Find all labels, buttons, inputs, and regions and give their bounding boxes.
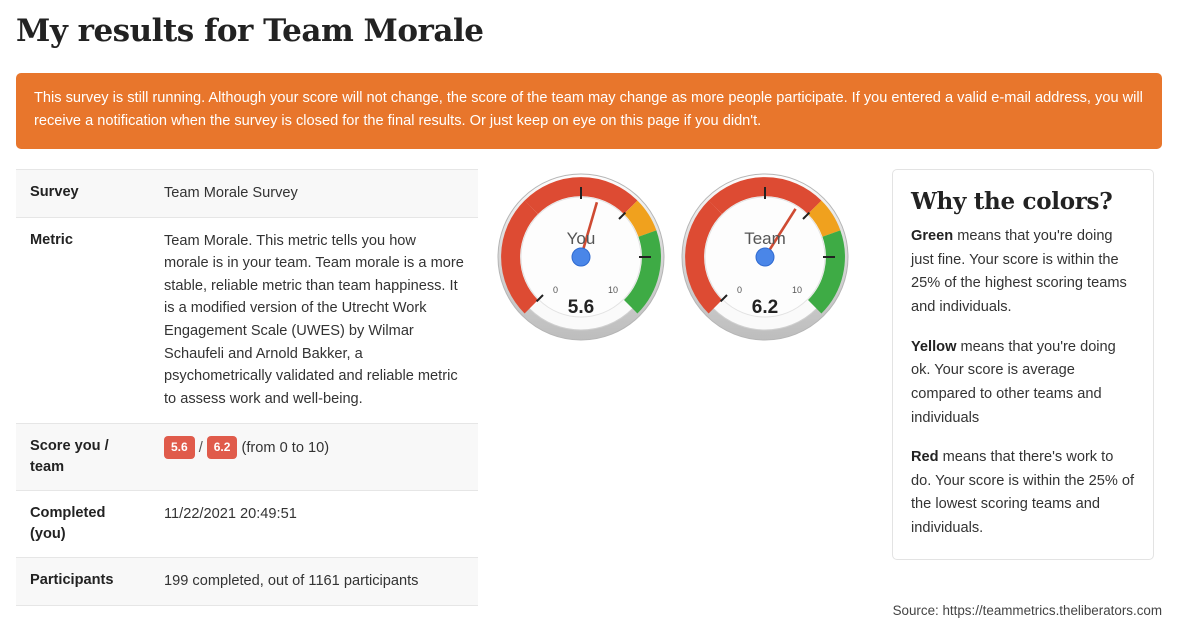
- panel-text-green: means that you're doing just fine. Your score is within the 25% of the highest scoring teams and individuals.: [911, 228, 1127, 315]
- status-badge-team: 6.2: [207, 436, 238, 460]
- results-page: [0, 12, 1178, 626]
- status-badge-you: 5.6: [164, 436, 195, 460]
- panel-term-yellow: Yellow: [911, 338, 957, 355]
- table-row: [16, 490, 478, 557]
- panel-item-red: [911, 446, 1135, 541]
- row-value-score: [154, 423, 478, 490]
- why-the-colors-panel: [892, 169, 1154, 560]
- row-value-metric: Team Morale. This metric tells you how morale is in your team. Team morale is a more stable, reliable metric than team happiness. It is a modified version of the Utrecht Work Engagement Scale (UWES) by Wilmar Schaufeli and Arnold Bakker, a psychometrically validated and reliable metric to assess work and well-being.: [164, 232, 464, 407]
- survey-running-alert: [16, 73, 1162, 149]
- row-label-metric: Metric: [30, 231, 73, 248]
- row-label-completed: Completed (you): [30, 504, 106, 542]
- panel-text-yellow: means that you're doing ok. Your score is average compared to other teams and individuals: [911, 338, 1116, 426]
- row-label-score: Score you / team: [30, 437, 109, 475]
- row-value-survey: Team Morale Survey: [164, 185, 298, 202]
- gauge-team-max-tick: 10: [792, 285, 803, 296]
- table-row: [16, 558, 478, 606]
- panel-term-red: Red: [911, 449, 939, 466]
- gauge-team-label: Team: [744, 229, 786, 249]
- panel-text-red: means that there's work to do. Your score is within the 25% of the lowest scoring teams and individuals.: [911, 449, 1135, 537]
- gauge-you-min-tick: 0: [553, 285, 559, 296]
- gauge-you: [495, 171, 667, 343]
- gauge-you-label: You: [566, 229, 596, 249]
- content-area: [16, 169, 1162, 606]
- panel-item-yellow: [911, 336, 1135, 431]
- row-value-completed: 11/22/2021 20:49:51: [164, 505, 297, 522]
- gauge-team-value: 6.2: [751, 297, 779, 319]
- gauge-team: [679, 171, 851, 343]
- gauge-team-min-tick: 0: [737, 285, 743, 296]
- table-row: [16, 170, 478, 218]
- row-label-survey: Survey: [30, 184, 79, 201]
- panel-title: Why the colors?: [911, 188, 1113, 216]
- gauge-you-value: 5.6: [567, 297, 595, 319]
- score-separator: /: [198, 439, 203, 456]
- table-row: [16, 217, 478, 423]
- gauge-you-max-tick: 10: [608, 285, 619, 296]
- panel-item-green: [911, 225, 1135, 320]
- gauge-group: [478, 169, 868, 343]
- score-range-note: (from 0 to 10): [241, 439, 330, 456]
- source-note: Source: https://teammetrics.theliberators.com: [892, 603, 1162, 618]
- row-value-participants: 199 completed, out of 1161 participants: [164, 573, 419, 590]
- alert-text: This survey is still running. Although your score will not change, the score of the team may change as more people participate. If you entered a valid e-mail address, you will receive a notification when the survey is closed for the final results. Or just keep on eye on this page if you didn't.: [34, 89, 1143, 130]
- page-title: My results for Team Morale: [16, 13, 484, 49]
- panel-term-green: Green: [911, 228, 954, 245]
- row-label-participants: Participants: [30, 572, 114, 589]
- table-row: [16, 423, 478, 490]
- survey-info-table: [16, 169, 478, 606]
